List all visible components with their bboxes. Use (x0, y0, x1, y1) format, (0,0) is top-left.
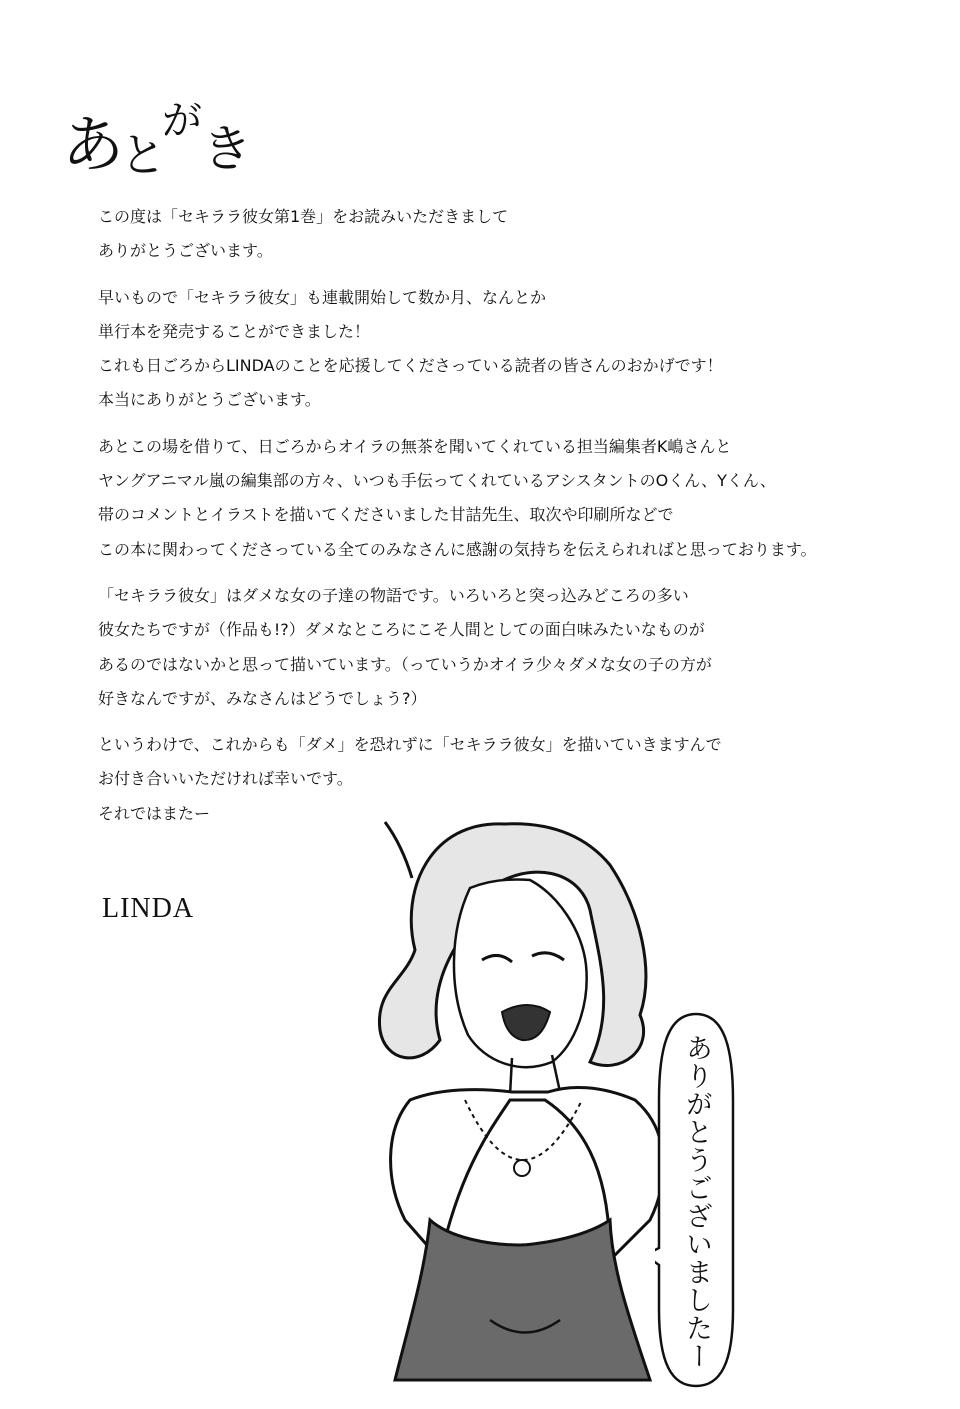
text-line: 早いもので「セキララ彼女」も連載開始して数か月、なんとか (98, 287, 547, 307)
speech-bubble (655, 1010, 737, 1390)
heading-char: が (162, 98, 202, 144)
motion-line (385, 822, 412, 878)
text-line: あるのではないかと思って描いています。（っていうかオイラ少々ダメな女の子の方が (98, 654, 712, 674)
text-line: あとこの場を借りて、日ごろからオイラの無茶を聞いてくれている担当編集者K嶋さんと (98, 436, 732, 456)
text-line: 好きなんですが、みなさんはどうでしょう?） (98, 688, 427, 708)
text-line: 帯のコメントとイラストを描いてくださいました甘詰先生、取次や印刷所などで (98, 505, 674, 525)
text-line: ヤングアニマル嵐の編集部の方々、いつも手伝ってくれているアシスタントのOくん、Yくん、 (98, 471, 776, 491)
afterword-heading (62, 95, 252, 182)
author-character-illustration (290, 800, 850, 1400)
text-line: この度は「セキララ彼女第1巻」をお読みいただきまして (98, 207, 509, 226)
text-line: 単行本を発売することができました！ (98, 321, 371, 341)
paragraph-4 (98, 579, 918, 716)
text-line: 本当にありがとうございます。 (98, 390, 321, 410)
speech-bubble-text: ありがとうございましたー (681, 1034, 712, 1370)
paragraph-2 (98, 281, 918, 418)
text-line: この本に関わってくださっている全てのみなさんに感謝の気持ちを伝えられればと思っております。 (98, 539, 817, 559)
paragraph-1 (98, 200, 918, 269)
heading-char: と (120, 128, 166, 182)
skirt-shape (395, 1220, 650, 1380)
text-line: これも日ごろからLINDAのことを応援してくださっている読者の皆さんのおかげです！ (98, 356, 723, 376)
heading-char: き (202, 120, 252, 178)
heading-char: あ (62, 108, 125, 181)
text-line: というわけで、これからも「ダメ」を恐れずに「セキララ彼女」を描いていきますんで (98, 735, 722, 755)
text-line: お付き合いいただければ幸いです。 (98, 769, 353, 789)
text-line: 「セキララ彼女」はダメな女の子達の物語です。いろいろと突っ込みどころの多い (98, 585, 689, 605)
text-line: 彼女たちですが（作品も!?）ダメなところにこそ人間としての面白味みたいなものが (98, 620, 705, 640)
pendant (514, 1160, 530, 1176)
author-signature: LINDA (102, 893, 195, 924)
text-line: それではまたー (98, 803, 211, 823)
paragraph-3 (98, 430, 918, 567)
afterword-body (98, 200, 918, 843)
text-line: ありがとうございます。 (98, 241, 273, 261)
